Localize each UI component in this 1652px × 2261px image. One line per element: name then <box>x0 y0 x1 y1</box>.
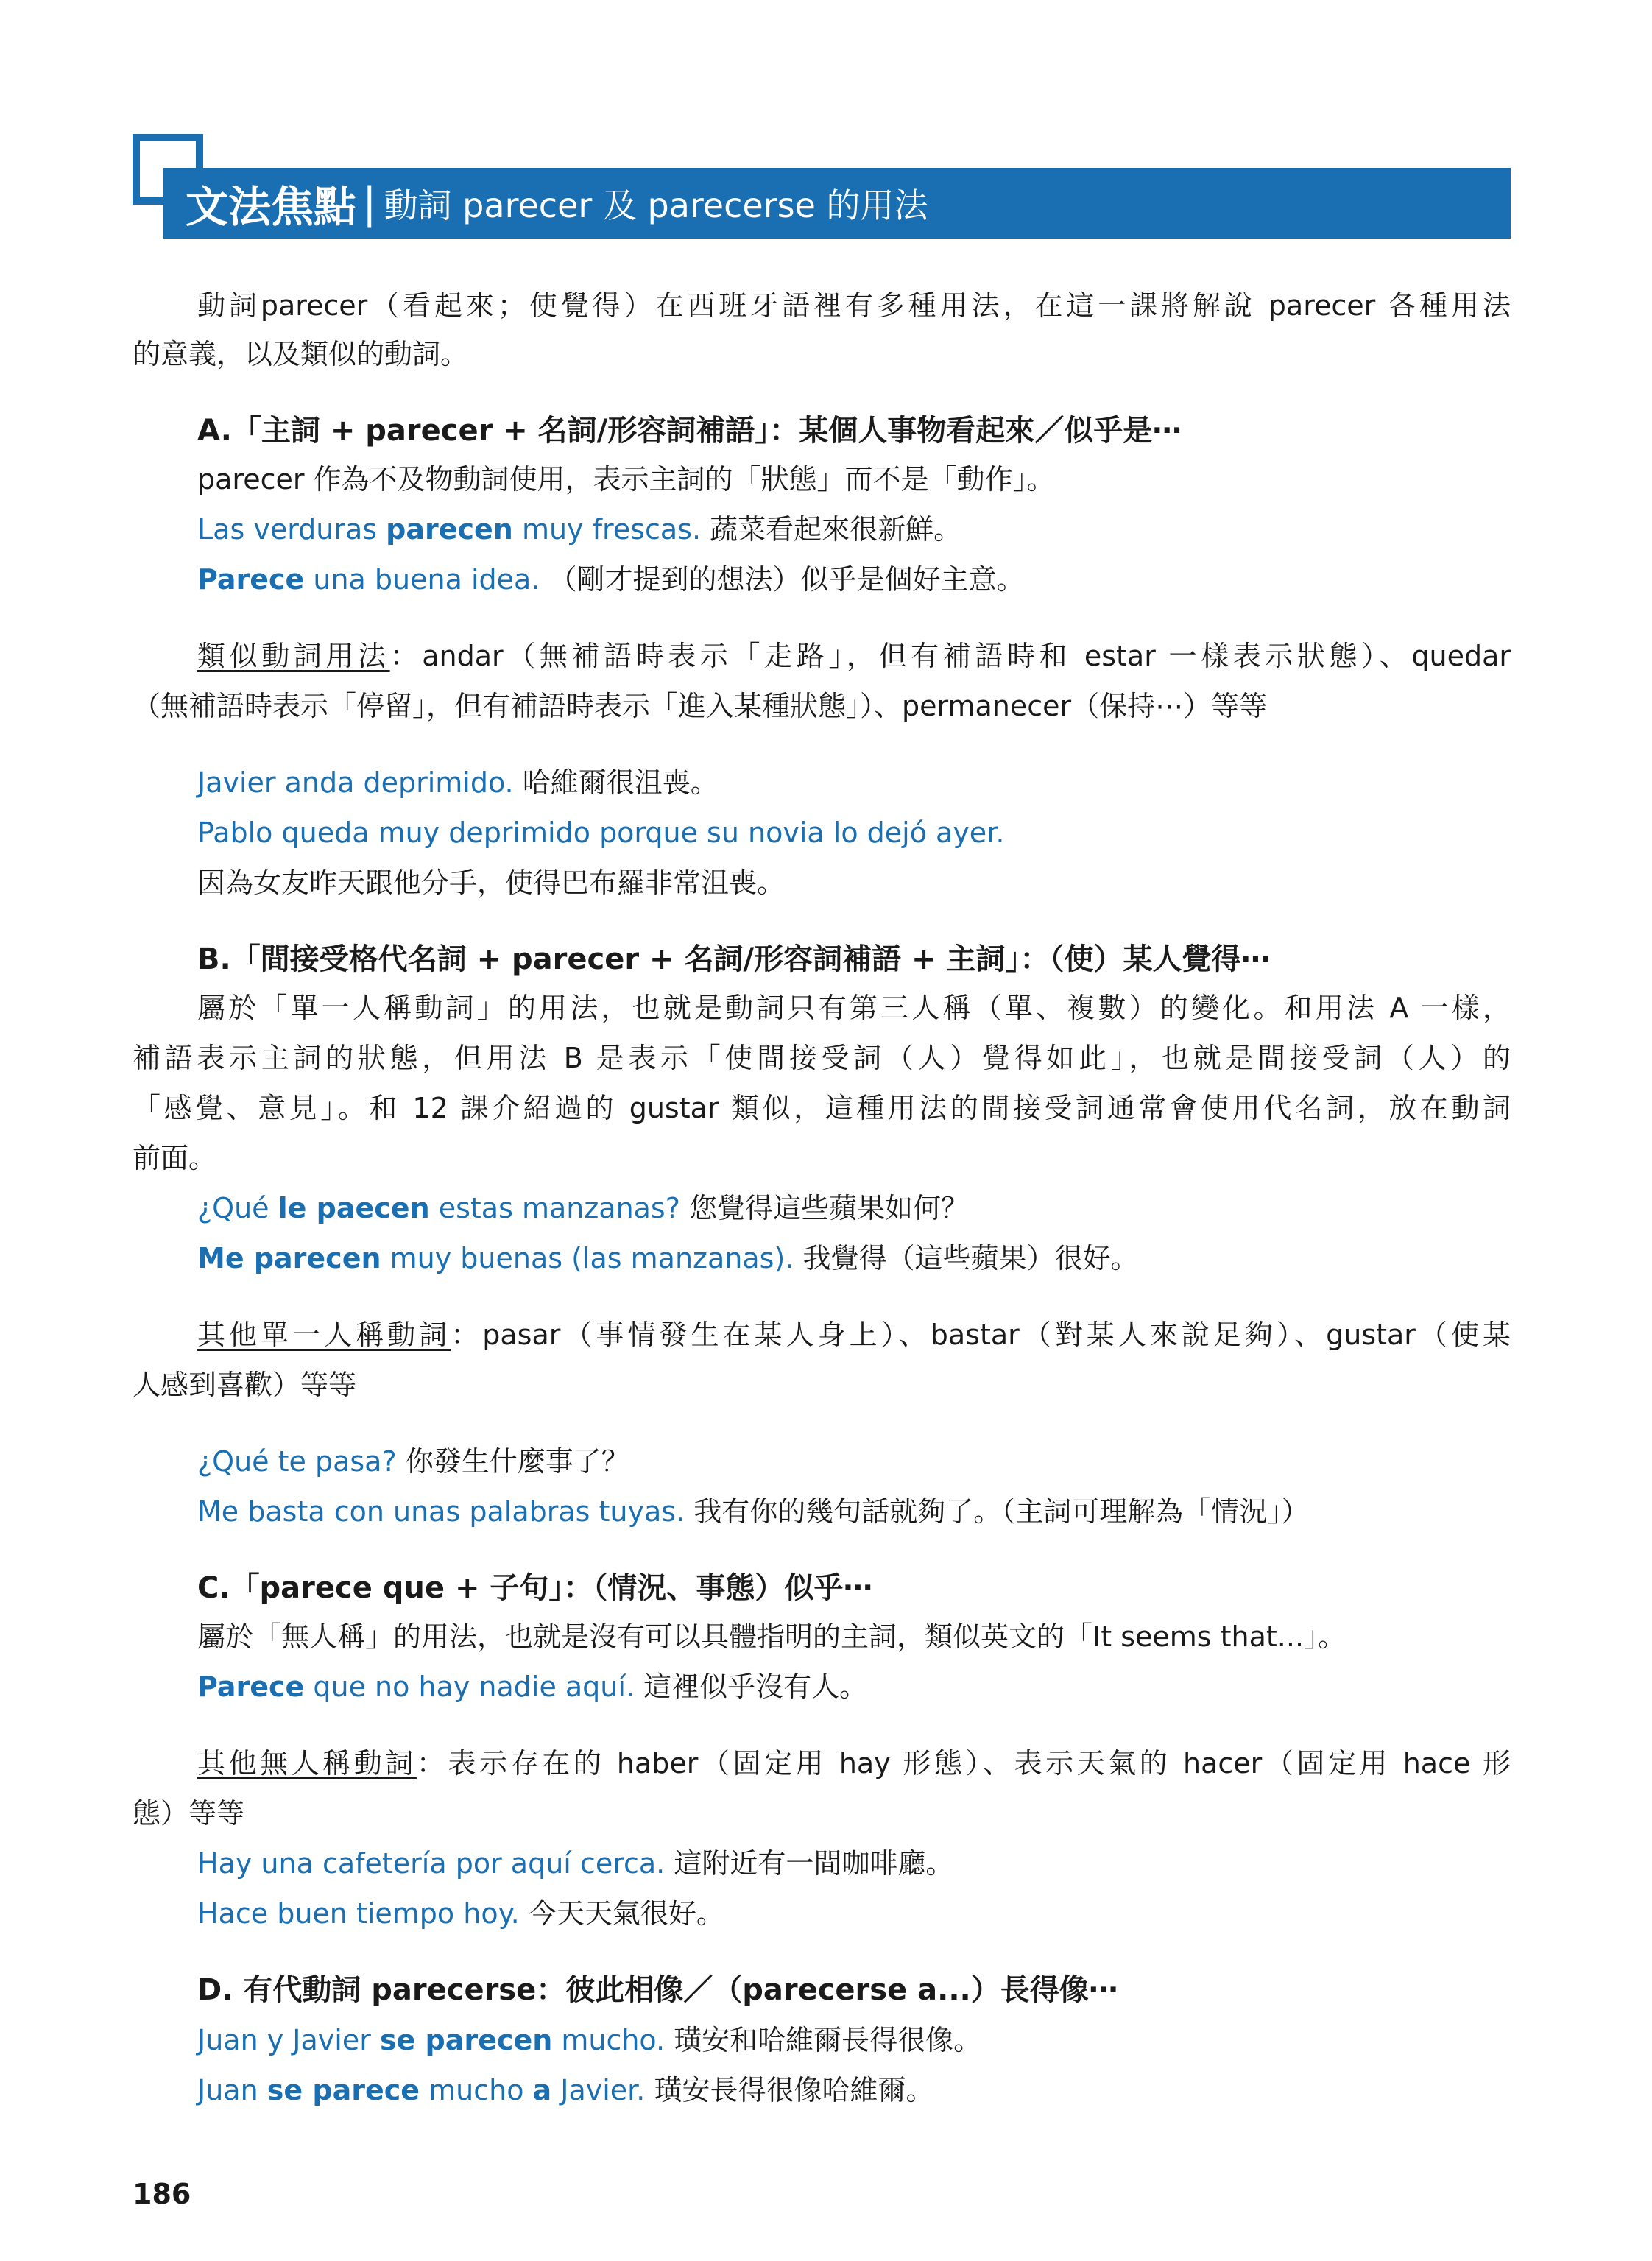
intro-line-2: 的意義，以及類似的動詞。 <box>133 338 469 370</box>
page-number: 186 <box>133 2178 191 2210</box>
section-c-example-1: Parece que no hay nadie aquí. 這裡似乎沒有人。 <box>197 1671 868 1703</box>
section-c-other-line-1: 其他無人稱動詞：表示存在的 haber（固定用 hay 形態）、表示天氣的 hacer（固定用 hace 形 <box>197 1747 1511 1779</box>
section-c-description: 屬於「無人稱」的用法，也就是沒有可以具體指明的主詞，類似英文的「It seems that...」。 <box>197 1620 1346 1653</box>
similar-verbs-label: 類似動詞用法 <box>197 640 390 672</box>
section-d-heading: D. 有代動詞 parecerse：彼此相像／（parecerse a...）長得像⋯ <box>197 1973 1118 2007</box>
header-title: 動詞 parecer 及 parecerse 的用法 <box>384 186 928 225</box>
header-separator: | <box>362 178 377 228</box>
section-b-example-2: Me parecen muy buenas (las manzanas). 我覺得（這些蘋果）很好。 <box>197 1242 1139 1274</box>
section-b-example-4: Me basta con unas palabras tuyas. 我有你的幾句話就夠了。（主詞可理解為「情況」） <box>197 1495 1310 1528</box>
section-b-heading: B.「間接受格代名詞 + parecer + 名詞/形容詞補語 + 主詞」：（使）某人覺得⋯ <box>197 942 1271 976</box>
section-a-example-4: Pablo queda muy deprimido porque su novia lo dejó ayer. <box>197 816 1005 849</box>
section-d-example-1: Juan y Javier se parecen mucho. 璜安和哈維爾長得很像。 <box>197 2024 982 2056</box>
section-b-example-3: ¿Qué te pasa? 你發生什麼事了？ <box>197 1445 629 1478</box>
section-a-example-4-translation: 因為女友昨天跟他分手，使得巴布羅非常沮喪。 <box>197 867 786 899</box>
section-a-example-1: Las verduras parecen muy frescas. 蔬菜看起來很新鮮。 <box>197 513 962 546</box>
section-a-example-2: Parece una buena idea. （剛才提到的想法）似乎是個好主意。 <box>197 563 1025 596</box>
section-c-other-line-2: 態）等等 <box>133 1797 245 1830</box>
section-b-line-1: 屬於「單一人稱動詞」的用法，也就是動詞只有第三人稱（單、複數）的變化。和用法 A 一樣， <box>197 992 1511 1024</box>
section-b-example-1: ¿Qué le paecen estas manzanas? 您覺得這些蘋果如何？ <box>197 1192 969 1224</box>
section-b-line-3: 「感覺、意見」。和 12 課介紹過的 gustar 類似，這種用法的間接受詞通常會使用代名詞，放在動詞 <box>133 1092 1511 1124</box>
section-b-other-line-2: 人感到喜歡）等等 <box>133 1369 357 1401</box>
section-c-heading: C.「parece que + 子句」：（情況、事態）似乎⋯ <box>197 1571 873 1605</box>
section-b-line-4: 前面。 <box>133 1142 217 1174</box>
section-c-example-2: Hay una cafetería por aquí cerca. 這附近有一間咖啡廳。 <box>197 1847 954 1880</box>
section-a-similar-line-1: 類似動詞用法：andar（無補語時表示「走路」，但有補語時和 estar 一樣表示狀態）、quedar <box>197 640 1511 672</box>
section-b-line-2: 補語表示主詞的狀態，但用法 B 是表示「使間接受詞（人）覺得如此」，也就是間接受詞（人）的 <box>133 1042 1511 1074</box>
section-header-bar <box>163 168 1511 239</box>
header-label: 文法焦點 <box>186 182 357 232</box>
section-a-description: parecer 作為不及物動詞使用，表示主詞的「狀態」而不是「動作」。 <box>197 463 1055 495</box>
other-impersonal-verbs-label: 其他無人稱動詞 <box>197 1747 417 1779</box>
other-single-person-verbs-label: 其他單一人稱動詞 <box>197 1319 451 1351</box>
section-c-example-3: Hace buen tiempo hoy. 今天天氣很好。 <box>197 1897 724 1930</box>
intro-line-1: 動詞parecer（看起來；使覺得）在西班牙語裡有多種用法，在這一課將解說 parecer 各種用法 <box>197 289 1511 322</box>
section-a-similar-line-2: （無補語時表示「停留」，但有補語時表示「進入某種狀態」）、permanecer（保持⋯）等等 <box>133 690 1268 722</box>
section-a-example-3: Javier anda deprimido. 哈維爾很沮喪。 <box>197 766 719 799</box>
section-a-heading: A.「主詞 + parecer + 名詞/形容詞補語」：某個人事物看起來／似乎是⋯ <box>197 414 1182 448</box>
section-b-other-line-1: 其他單一人稱動詞：pasar（事情發生在某人身上）、bastar（對某人來說足夠）、gustar（使某 <box>197 1319 1511 1351</box>
section-d-example-2: Juan se parece mucho a Javier. 璜安長得很像哈維爾。 <box>197 2074 934 2106</box>
